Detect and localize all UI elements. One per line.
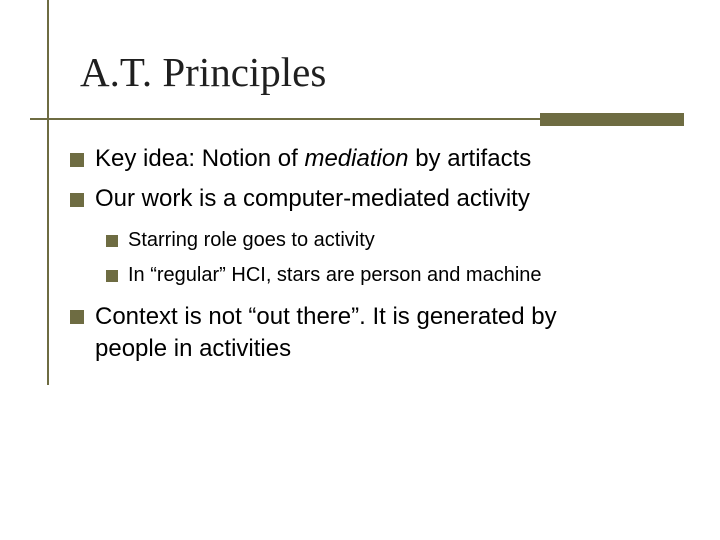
square-bullet-icon — [70, 310, 84, 324]
bullet-text — [95, 144, 531, 174]
bullet-suffix: by artifacts — [408, 145, 532, 172]
left-accent-line — [47, 0, 49, 385]
square-bullet-icon — [106, 270, 118, 282]
subbullet-text: Starring role goes to activity — [128, 229, 375, 251]
bullet-text: Our work is a computer-mediated activity — [95, 185, 530, 212]
square-bullet-icon — [70, 153, 84, 167]
bullet-prefix: Key idea: Notion of — [95, 145, 305, 172]
bullet-line-1: Context is not “out there”. It is generated by — [95, 303, 557, 330]
slide-title: A.T. Principles — [80, 49, 327, 95]
bullet-line-2: people in activities — [95, 335, 292, 362]
bullet-emphasis: mediation — [304, 145, 409, 172]
title-divider-bar — [540, 113, 684, 126]
square-bullet-icon — [106, 235, 118, 247]
square-bullet-icon — [70, 193, 84, 207]
subbullet-text: In “regular” HCI, stars are person and machine — [128, 264, 542, 286]
bullet-text — [95, 301, 557, 365]
